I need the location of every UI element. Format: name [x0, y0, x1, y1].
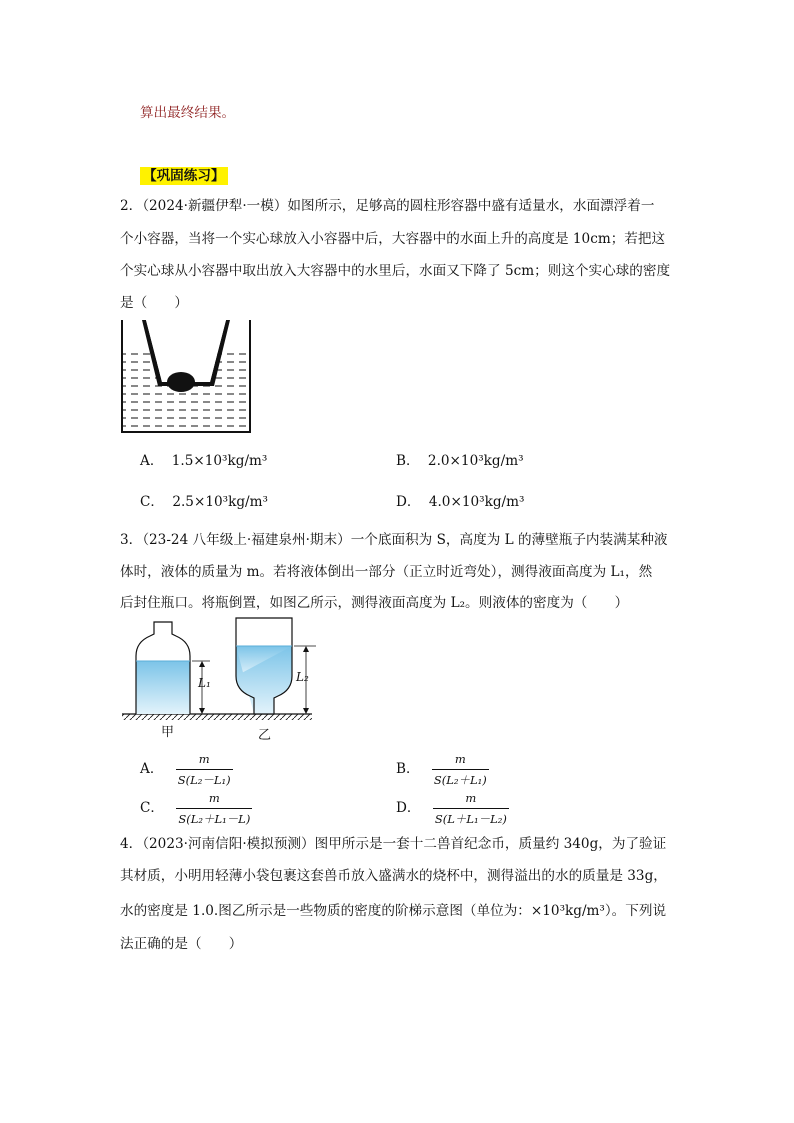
q2-option-a[interactable] — [140, 451, 267, 471]
q2-option-d-value: 4.0×10³kg/m³ — [428, 494, 525, 510]
q3-line-3: 后封住瓶口。将瓶倒置，如图乙所示，测得液面高度为 L₂。则液体的密度为（ ） — [120, 595, 629, 611]
q3-label-jia: 甲 — [161, 725, 175, 740]
q3-option-a-num: m — [198, 752, 210, 766]
q2-option-a-value: 1.5×10³kg/m³ — [171, 453, 268, 469]
q3-option-c[interactable] — [140, 788, 252, 829]
q3-option-b-fraction — [432, 749, 489, 790]
q3-option-d-letter: D． — [396, 800, 421, 816]
q3-option-a-fraction — [176, 749, 233, 790]
section-tag: 【巩固练习】 — [140, 167, 228, 185]
q3-option-d[interactable] — [396, 788, 509, 829]
q3-label-l1: L₁ — [198, 676, 211, 690]
q2-option-c-value: 2.5×10³kg/m³ — [172, 494, 268, 510]
q3-option-d-fraction — [433, 788, 509, 829]
q3-option-b-den: S(L₂＋L₁) — [432, 769, 489, 790]
q2-option-b-value: 2.0×10³kg/m³ — [427, 453, 524, 469]
q3-option-c-den: S(L₂＋L₁－L) — [176, 808, 252, 829]
q3-option-a[interactable] — [140, 749, 233, 790]
q2-line-4: 是（ ） — [120, 295, 188, 311]
q2-figure — [118, 318, 258, 436]
q3-label-yi: 乙 — [258, 728, 272, 743]
q2-option-c[interactable] — [140, 492, 268, 512]
q3-line-2: 体时，液体的质量为 m。若将液体倒出一部分（正立时近弯处），测得液面高度为 L₁，然 — [120, 564, 653, 580]
q3-option-a-den: S(L₂－L₁) — [176, 769, 233, 790]
q2-option-b-letter: B． — [396, 453, 420, 469]
section-header — [140, 164, 228, 184]
q3-line-1: 3．（23-24 八年级上·福建泉州·期末）一个底面积为 S，高度为 L 的薄壁瓶子内装满某种液 — [120, 532, 668, 548]
q4-line-3: 水的密度是 1.0.图乙所示是一些物质的密度的阶梯示意图（单位为：×10³kg/m³）。下列说 — [120, 903, 667, 919]
q3-option-c-letter: C． — [140, 800, 164, 816]
q3-option-b-num: m — [454, 752, 466, 766]
q2-ball — [167, 372, 195, 392]
q2-line-3: 个实心球从小容器中取出放入大容器中的水里后，水面又下降了 5cm；则这个实心球的密度 — [120, 263, 671, 279]
q3-option-d-den: S(L＋L₁－L₂) — [433, 808, 509, 829]
q3-label-l2: L₂ — [296, 670, 309, 684]
q2-line-1: 2．（2024·新疆伊犁·一模）如图所示，足够高的圆柱形容器中盛有适量水，水面漂浮着一 — [120, 198, 655, 214]
q2-option-c-letter: C． — [140, 494, 164, 510]
q3-option-a-letter: A． — [140, 761, 164, 777]
q3-option-c-num: m — [208, 791, 220, 805]
q3-option-b-letter: B． — [396, 761, 420, 777]
q4-line-2: 其材质，小明用轻薄小袋包裹这套兽币放入盛满水的烧杯中，测得溢出的水的质量是 33g， — [120, 868, 667, 884]
q3-bottle-jia-water — [136, 661, 190, 714]
q3-option-d-num: m — [465, 791, 477, 805]
q3-option-b[interactable] — [396, 749, 489, 790]
q3-option-c-fraction — [176, 788, 252, 829]
intro-text: 算出最终结果。 — [140, 105, 236, 121]
q2-option-a-letter: A． — [140, 453, 164, 469]
q3-figure — [120, 616, 320, 724]
q2-option-d[interactable] — [396, 492, 524, 512]
q2-option-b[interactable] — [396, 451, 524, 471]
q4-line-4: 法正确的是（ ） — [120, 936, 243, 952]
q2-option-d-letter: D． — [396, 494, 421, 510]
q2-line-2: 个小容器，当将一个实心球放入小容器中后，大容器中的水面上升的高度是 10cm；若把这 — [120, 231, 666, 247]
q4-line-1: 4．（2023·河南信阳·模拟预测）图甲所示是一套十二兽首纪念币，质量约 340g，为了验证 — [120, 836, 667, 852]
